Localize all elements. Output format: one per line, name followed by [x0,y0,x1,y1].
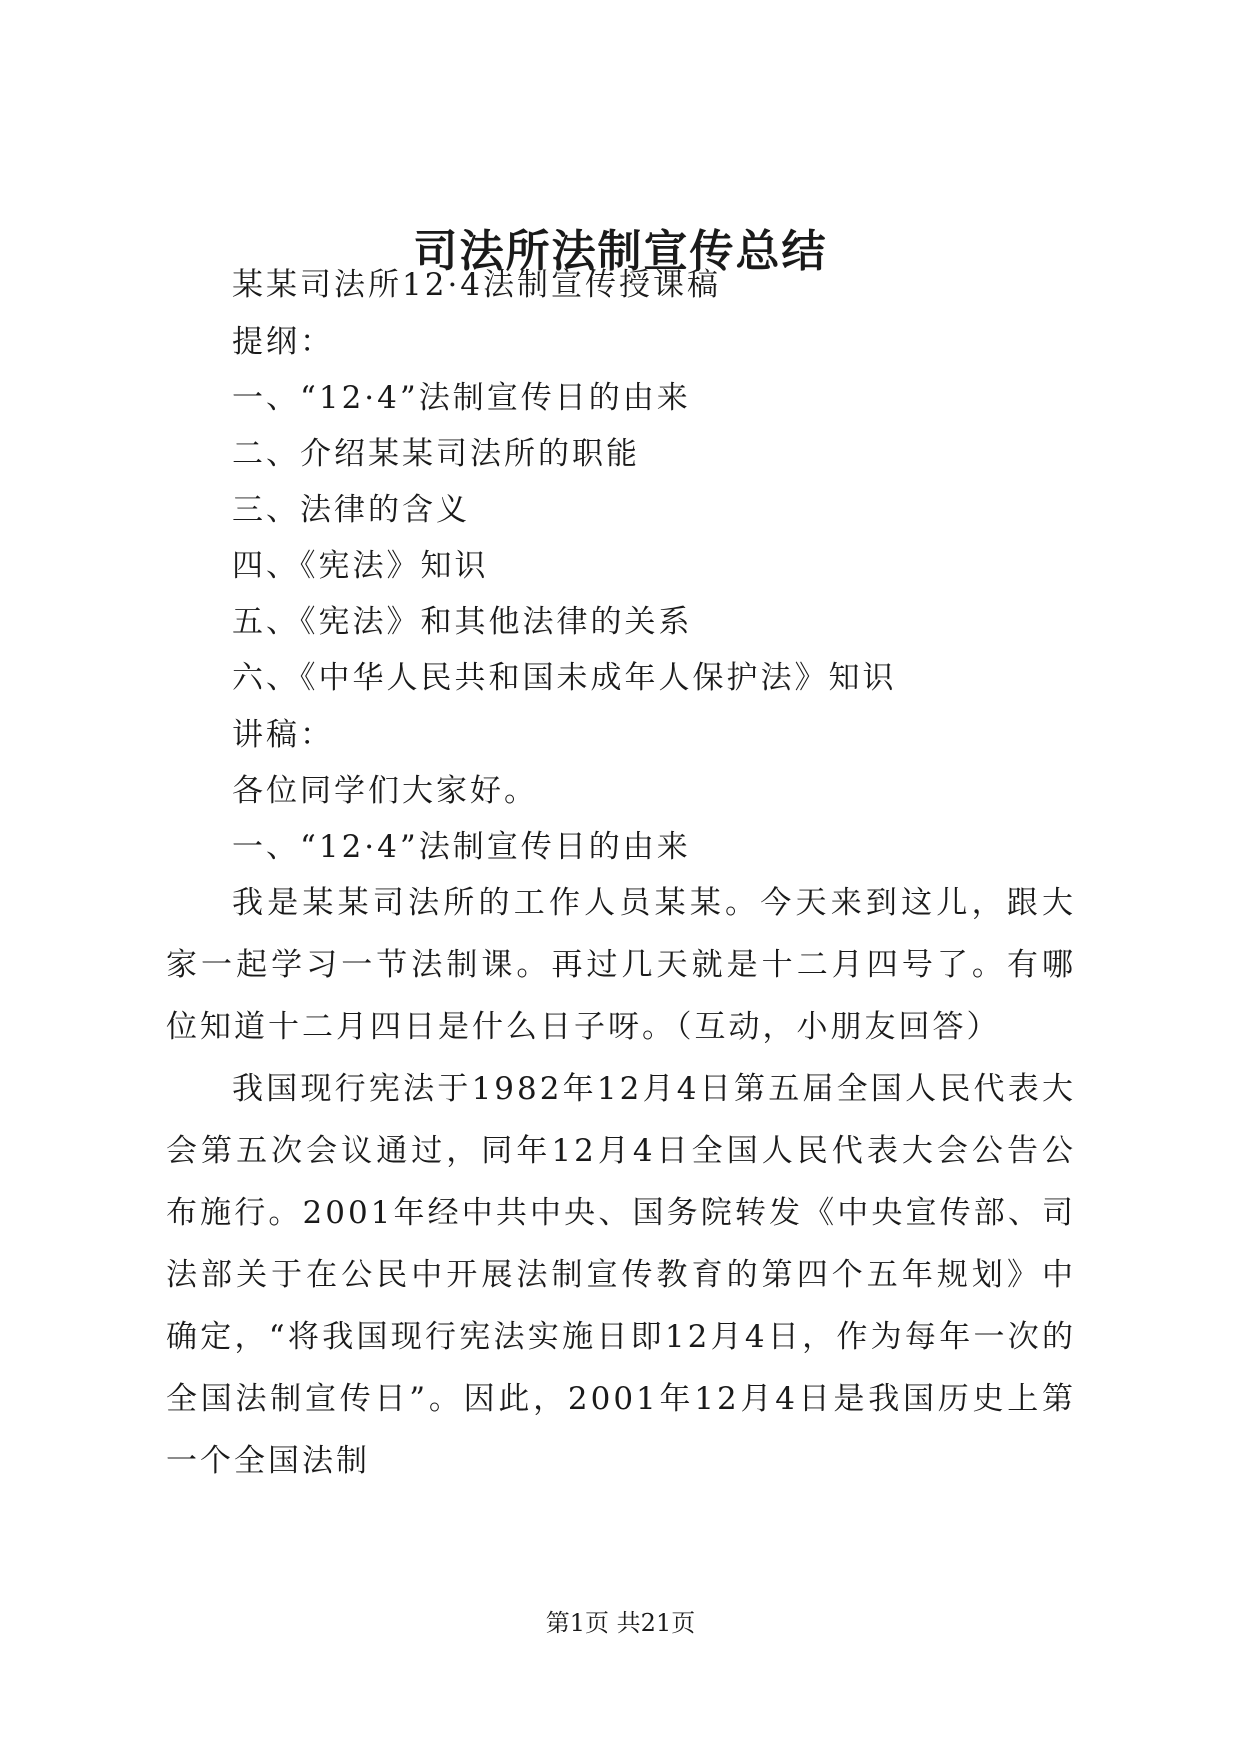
outline-line-6: 六、《中华人民共和国未成年人保护法》知识 [232,660,897,696]
outline-line-1: 一、“12·4”法制宣传日的由来 [232,380,691,416]
script-label: 讲稿： [232,717,334,753]
outline-line-5: 五、《宪法》和其他法律的关系 [232,604,693,640]
paragraph-intro: 我是某某司法所的工作人员某某。今天来到这儿，跟大家一起学习一节法制课。再过几天就是十二月四号了。有哪位知道十二月四日是什么日子呀。（互动，小朋友回答） [166,885,1076,1045]
document-title: 司法所法制宣传总结 [413,226,828,277]
outline-line-label: 提纲： [232,324,334,360]
paragraph-history: 我国现行宪法于1982年12月4日第五届全国人民代表大会第五次会议通过，同年12月4日全国人民代表大会公告公布施行。2001年经中共中央、国务院转发《中央宣传部、司法部关于在公民中开展法制宣传教育的第四个五年规划》中确定，“将我国现行宪法实施日即12月4日，作为每年一次的全国法制宣传日”。因此，2001年12月4日是我国历史上第一个全国法制 [166,1071,1076,1479]
section-heading-1: 一、“12·4”法制宣传日的由来 [232,829,691,865]
outline-line-heading: 某某司法所12·4法制宣传授课稿 [232,267,722,303]
outline-line-4: 四、《宪法》知识 [232,548,489,584]
page-footer: 第1页 共21页 [545,1609,696,1637]
outline-line-3: 三、法律的含义 [232,492,470,528]
greeting-line: 各位同学们大家好。 [232,773,538,809]
outline-line-2: 二、介绍某某司法所的职能 [232,436,640,472]
